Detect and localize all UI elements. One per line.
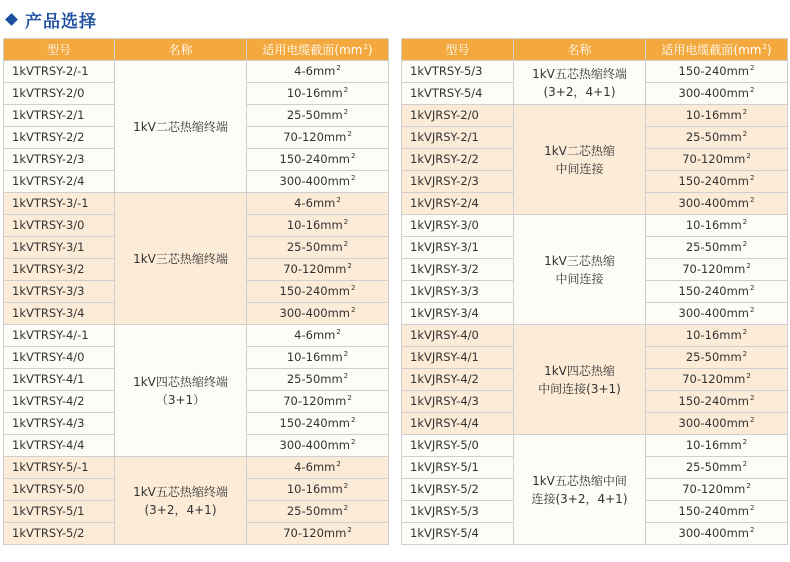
- section-cell: [247, 237, 389, 259]
- section-value: 150-240mm: [678, 284, 749, 299]
- section-cell: [247, 325, 389, 347]
- product-name-cell: [514, 105, 646, 215]
- section-value: 25-50mm: [286, 504, 343, 519]
- product-name-cell: [115, 193, 247, 325]
- model-cell: 1kVTRSY-2/3: [4, 149, 115, 171]
- section-value: 25-50mm: [685, 350, 742, 365]
- section-exponent: 2: [742, 328, 748, 337]
- col-header-name: 名称: [115, 39, 247, 61]
- product-name-line: 1kV五芯热缩终端: [133, 484, 228, 499]
- section-exponent: 2: [750, 394, 755, 403]
- col-header-section: [646, 39, 788, 61]
- section-exponent: 2: [746, 152, 751, 161]
- table-row: [4, 193, 389, 215]
- section-value: 25-50mm: [685, 130, 742, 145]
- section-cell: [247, 413, 389, 435]
- section-value: 70-120mm: [682, 262, 746, 277]
- model-cell: 1kVJRSY-3/2: [402, 259, 514, 281]
- model-cell: 1kVTRSY-2/-1: [4, 61, 115, 83]
- table-row: [4, 325, 389, 347]
- spec-table-right: [401, 38, 788, 545]
- table-row: [402, 215, 788, 237]
- model-cell: 1kVJRSY-5/4: [402, 523, 514, 545]
- section-value: 4-6mm: [294, 328, 336, 343]
- section-exponent: 2: [351, 174, 356, 183]
- section-cell: [646, 501, 788, 523]
- model-cell: 1kVTRSY-4/0: [4, 347, 115, 369]
- model-cell: 1kVJRSY-4/2: [402, 369, 514, 391]
- table-row: [402, 61, 788, 83]
- spec-table-left: [3, 38, 389, 545]
- section-exponent: 2: [351, 306, 356, 315]
- section-exponent: 2: [742, 240, 748, 249]
- section-cell: [646, 325, 788, 347]
- section-cell: [646, 523, 788, 545]
- model-cell: 1kVTRSY-5/2: [4, 523, 115, 545]
- section-value: 150-240mm: [678, 174, 749, 189]
- section-exponent: 2: [750, 86, 755, 95]
- section-header: [4, 6, 97, 32]
- section-value: 4-6mm: [294, 460, 336, 475]
- table-row: [402, 325, 788, 347]
- section-exponent: 2: [746, 482, 751, 491]
- product-name-line: (3+2，4+1): [144, 502, 217, 517]
- product-name-line: 中间连接(3+1): [538, 381, 621, 396]
- product-name-cell: [115, 325, 247, 457]
- model-cell: 1kVJRSY-4/1: [402, 347, 514, 369]
- section-cell: [646, 479, 788, 501]
- section-cell: [247, 435, 389, 457]
- section-cell: [247, 501, 389, 523]
- section-cell: [247, 127, 389, 149]
- section-exponent: 2: [351, 284, 356, 293]
- section-value: 25-50mm: [286, 108, 343, 123]
- product-name-line: 中间连接: [555, 161, 604, 176]
- model-cell: 1kVTRSY-4/2: [4, 391, 115, 413]
- section-value: 300-400mm: [678, 416, 749, 431]
- section-cell: [247, 457, 389, 479]
- section-exponent: 2: [336, 64, 341, 73]
- model-cell: 1kVJRSY-5/1: [402, 457, 514, 479]
- section-cell: [646, 347, 788, 369]
- section-cell: [646, 435, 788, 457]
- section-value: 300-400mm: [678, 306, 749, 321]
- section-cell: [247, 149, 389, 171]
- model-cell: 1kVTRSY-3/-1: [4, 193, 115, 215]
- section-exponent: 2: [336, 328, 341, 337]
- model-cell: 1kVJRSY-2/3: [402, 171, 514, 193]
- table-row: [402, 435, 788, 457]
- model-cell: 1kVTRSY-4/4: [4, 435, 115, 457]
- col-header-model: 型号: [4, 39, 115, 61]
- section-cell: [247, 347, 389, 369]
- section-cell: [247, 369, 389, 391]
- section-value: 25-50mm: [286, 240, 343, 255]
- section-value: 10-16mm: [685, 438, 742, 453]
- product-name-cell: [115, 61, 247, 193]
- section-value: 70-120mm: [682, 372, 746, 387]
- section-value: 10-16mm: [685, 108, 742, 123]
- col-header-name: 名称: [514, 39, 646, 61]
- section-value: 300-400mm: [279, 438, 350, 453]
- section-cell: [247, 61, 389, 83]
- section-value: 300-400mm: [678, 86, 749, 101]
- section-value: 300-400mm: [279, 306, 350, 321]
- section-exponent: 2: [750, 416, 755, 425]
- model-cell: 1kVJRSY-2/4: [402, 193, 514, 215]
- product-name-cell: [115, 457, 247, 545]
- table-row: [4, 61, 389, 83]
- diamond-bullet-icon: [5, 13, 18, 26]
- section-exponent: 2: [347, 262, 352, 271]
- model-cell: 1kVJRSY-5/0: [402, 435, 514, 457]
- model-cell: 1kVTRSY-2/2: [4, 127, 115, 149]
- model-cell: 1kVTRSY-5/0: [4, 479, 115, 501]
- section-cell: [247, 215, 389, 237]
- section-exponent: 2: [742, 438, 748, 447]
- section-exponent: 2: [351, 416, 356, 425]
- section-value: 25-50mm: [286, 372, 343, 387]
- model-cell: 1kVTRSY-3/0: [4, 215, 115, 237]
- product-name-line: 连接(3+2，4+1): [531, 491, 628, 506]
- section-value: 10-16mm: [286, 350, 343, 365]
- model-cell: 1kVTRSY-2/0: [4, 83, 115, 105]
- section-cell: [646, 259, 788, 281]
- col-header-section-suffix: ): [367, 42, 373, 57]
- product-name-line: 中间连接: [555, 271, 604, 286]
- model-cell: 1kVTRSY-3/4: [4, 303, 115, 325]
- model-cell: 1kVJRSY-2/1: [402, 127, 514, 149]
- section-value: 150-240mm: [279, 416, 350, 431]
- section-exponent: 2: [347, 130, 352, 139]
- model-cell: 1kVTRSY-5/1: [4, 501, 115, 523]
- section-exponent: 2: [336, 196, 341, 205]
- section-cell: [646, 193, 788, 215]
- product-name-line: 1kV二芯热缩: [544, 143, 615, 158]
- section-value: 10-16mm: [685, 328, 742, 343]
- product-name-line: 1kV三芯热缩终端: [133, 251, 228, 266]
- section-value: 150-240mm: [678, 504, 749, 519]
- section-exponent: 2: [343, 218, 349, 227]
- model-cell: 1kVTRSY-4/1: [4, 369, 115, 391]
- section-value: 300-400mm: [678, 526, 749, 541]
- section-exponent: 2: [742, 130, 748, 139]
- section-cell: [646, 105, 788, 127]
- section-cell: [247, 303, 389, 325]
- section-exponent: 2: [750, 306, 755, 315]
- col-header-section-suffix: ): [766, 42, 772, 57]
- section-exponent: 2: [742, 350, 748, 359]
- model-cell: 1kVTRSY-4/-1: [4, 325, 115, 347]
- section-exponent: 2: [343, 240, 349, 249]
- section-cell: [646, 83, 788, 105]
- product-name-cell: [514, 435, 646, 545]
- product-name-line: (3+2，4+1): [543, 84, 616, 99]
- section-exponent: 2: [343, 372, 349, 381]
- section-cell: [646, 61, 788, 83]
- section-value: 10-16mm: [286, 86, 343, 101]
- section-cell: [646, 391, 788, 413]
- table-header-row: [4, 39, 389, 61]
- section-value: 150-240mm: [678, 64, 749, 79]
- section-exponent: 2: [347, 394, 352, 403]
- section-exponent: 2: [750, 284, 755, 293]
- product-name-line: 1kV五芯热缩中间: [532, 473, 627, 488]
- section-cell: [247, 171, 389, 193]
- section-cell: [646, 369, 788, 391]
- section-exponent: 2: [750, 504, 755, 513]
- col-header-section-exp: 2: [363, 42, 368, 51]
- product-name-line: 1kV三芯热缩: [544, 253, 615, 268]
- table-row: [402, 105, 788, 127]
- section-cell: [646, 215, 788, 237]
- section-value: 10-16mm: [286, 482, 343, 497]
- col-header-section-prefix: 适用电缆截面(mm: [661, 42, 762, 57]
- section-exponent: 2: [336, 460, 341, 469]
- model-cell: 1kVJRSY-4/0: [402, 325, 514, 347]
- section-cell: [646, 413, 788, 435]
- section-value: 70-120mm: [283, 262, 347, 277]
- section-cell: [247, 281, 389, 303]
- section-cell: [646, 457, 788, 479]
- model-cell: 1kVJRSY-3/3: [402, 281, 514, 303]
- section-cell: [247, 523, 389, 545]
- section-value: 10-16mm: [685, 218, 742, 233]
- section-cell: [247, 83, 389, 105]
- section-value: 300-400mm: [279, 174, 350, 189]
- section-cell: [247, 479, 389, 501]
- model-cell: 1kVJRSY-2/0: [402, 105, 514, 127]
- section-value: 70-120mm: [283, 526, 347, 541]
- product-name-line: 1kV五芯热缩终端: [532, 66, 627, 81]
- col-header-model: 型号: [402, 39, 514, 61]
- model-cell: 1kVTRSY-5/4: [402, 83, 514, 105]
- section-cell: [646, 127, 788, 149]
- section-value: 70-120mm: [283, 394, 347, 409]
- section-exponent: 2: [750, 64, 755, 73]
- product-name-line: 1kV二芯热缩终端: [133, 119, 228, 134]
- section-exponent: 2: [343, 350, 349, 359]
- col-header-section: [247, 39, 389, 61]
- section-exponent: 2: [746, 372, 751, 381]
- section-cell: [646, 237, 788, 259]
- model-cell: 1kVJRSY-3/0: [402, 215, 514, 237]
- section-cell: [247, 391, 389, 413]
- section-exponent: 2: [343, 108, 349, 117]
- section-exponent: 2: [351, 152, 356, 161]
- section-value: 25-50mm: [685, 460, 742, 475]
- section-exponent: 2: [742, 108, 748, 117]
- model-cell: 1kVJRSY-5/2: [402, 479, 514, 501]
- section-exponent: 2: [347, 526, 352, 535]
- section-value: 10-16mm: [286, 218, 343, 233]
- section-value: 4-6mm: [294, 64, 336, 79]
- model-cell: 1kVJRSY-2/2: [402, 149, 514, 171]
- model-cell: 1kVTRSY-3/3: [4, 281, 115, 303]
- section-exponent: 2: [343, 504, 349, 513]
- section-cell: [646, 171, 788, 193]
- section-exponent: 2: [750, 174, 755, 183]
- section-exponent: 2: [750, 196, 755, 205]
- product-name-line: 1kV四芯热缩终端: [133, 374, 228, 389]
- section-value: 300-400mm: [678, 196, 749, 211]
- section-value: 70-120mm: [682, 152, 746, 167]
- model-cell: 1kVTRSY-2/1: [4, 105, 115, 127]
- model-cell: 1kVTRSY-3/2: [4, 259, 115, 281]
- model-cell: 1kVTRSY-4/3: [4, 413, 115, 435]
- col-header-section-exp: 2: [762, 42, 767, 51]
- page-title: 产品选择: [25, 11, 97, 32]
- section-value: 150-240mm: [279, 152, 350, 167]
- table-row: [4, 457, 389, 479]
- model-cell: 1kVJRSY-3/4: [402, 303, 514, 325]
- section-cell: [646, 303, 788, 325]
- section-cell: [646, 149, 788, 171]
- section-cell: [247, 193, 389, 215]
- section-value: 150-240mm: [279, 284, 350, 299]
- section-exponent: 2: [750, 526, 755, 535]
- model-cell: 1kVJRSY-4/4: [402, 413, 514, 435]
- section-exponent: 2: [343, 86, 349, 95]
- section-value: 25-50mm: [685, 240, 742, 255]
- section-cell: [646, 281, 788, 303]
- product-name-cell: [514, 61, 646, 105]
- section-value: 70-120mm: [682, 482, 746, 497]
- table-header-row: [402, 39, 788, 61]
- product-name-line: 1kV四芯热缩: [544, 363, 615, 378]
- section-exponent: 2: [351, 438, 356, 447]
- section-cell: [247, 105, 389, 127]
- section-value: 70-120mm: [283, 130, 347, 145]
- section-exponent: 2: [742, 460, 748, 469]
- model-cell: 1kVJRSY-4/3: [402, 391, 514, 413]
- section-cell: [247, 259, 389, 281]
- model-cell: 1kVJRSY-3/1: [402, 237, 514, 259]
- product-name-line: （3+1）: [155, 392, 206, 407]
- section-value: 4-6mm: [294, 196, 336, 211]
- product-name-cell: [514, 215, 646, 325]
- product-name-cell: [514, 325, 646, 435]
- section-value: 150-240mm: [678, 394, 749, 409]
- section-exponent: 2: [746, 262, 751, 271]
- section-exponent: 2: [343, 482, 349, 491]
- model-cell: 1kVTRSY-2/4: [4, 171, 115, 193]
- model-cell: 1kVJRSY-5/3: [402, 501, 514, 523]
- section-exponent: 2: [742, 218, 748, 227]
- model-cell: 1kVTRSY-3/1: [4, 237, 115, 259]
- model-cell: 1kVTRSY-5/-1: [4, 457, 115, 479]
- col-header-section-prefix: 适用电缆截面(mm: [262, 42, 363, 57]
- model-cell: 1kVTRSY-5/3: [402, 61, 514, 83]
